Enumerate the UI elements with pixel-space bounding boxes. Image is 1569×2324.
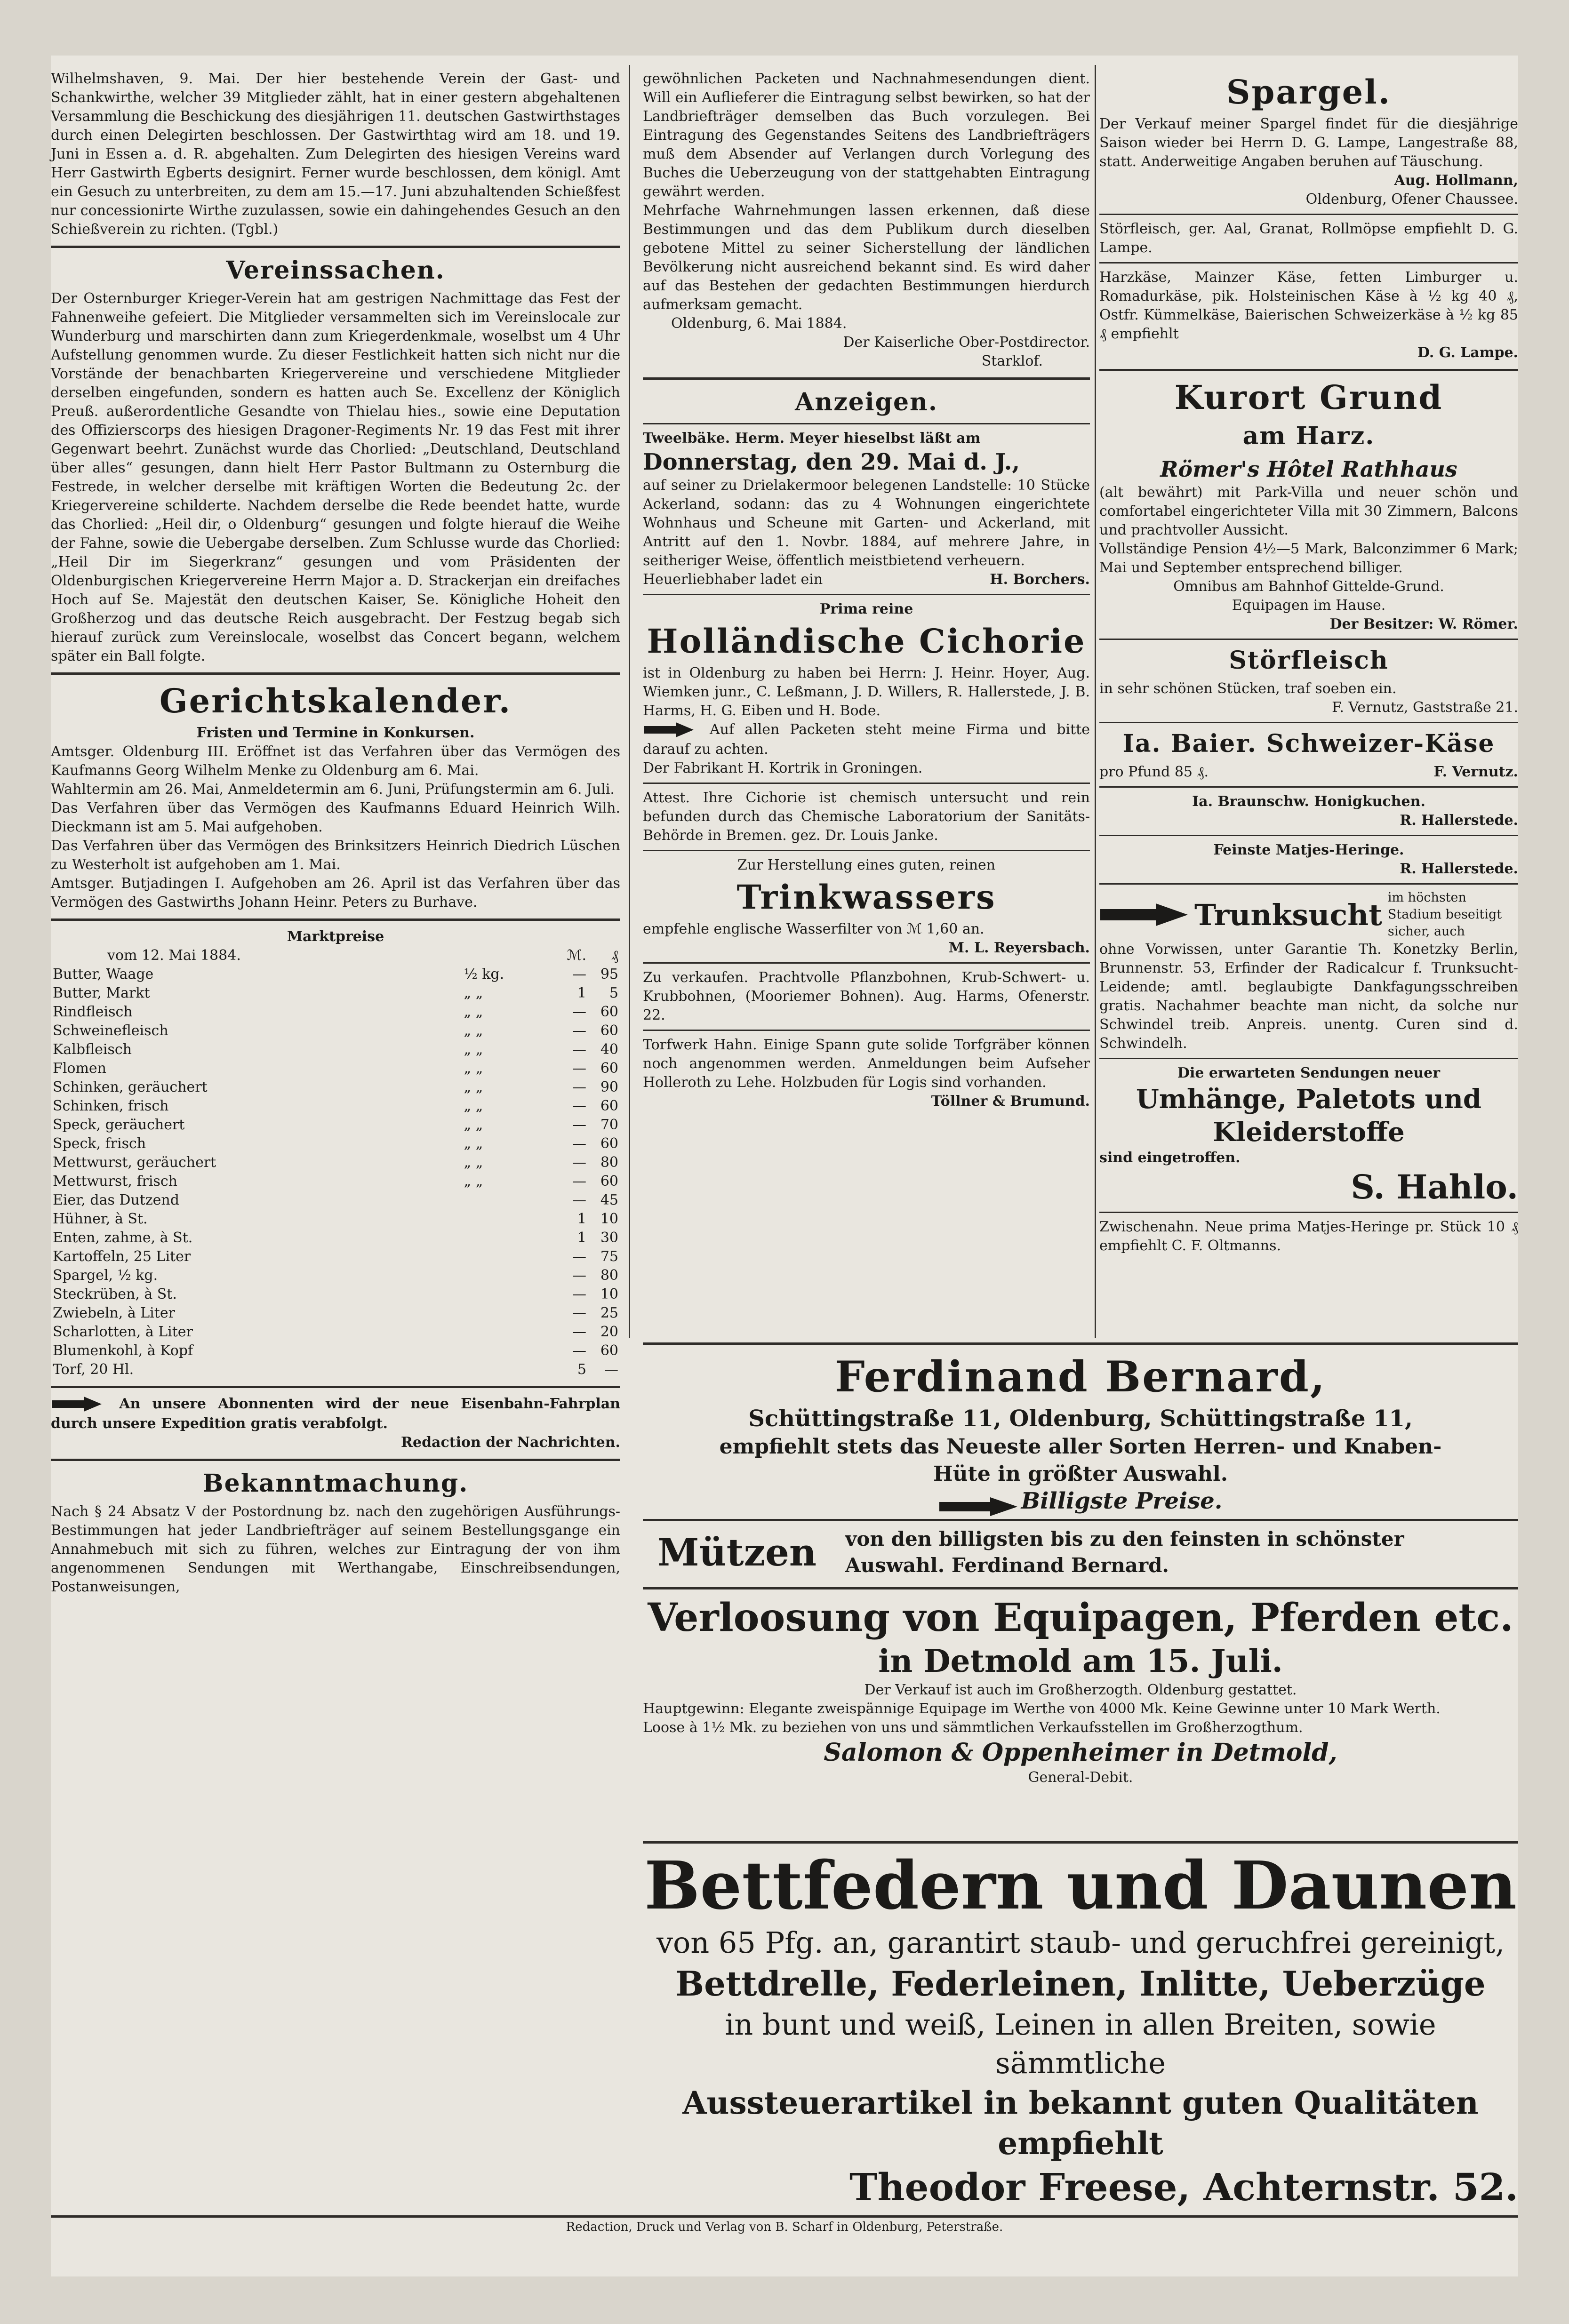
price-item: Flomen bbox=[53, 1060, 106, 1077]
price-item: Schinken, geräuchert bbox=[53, 1079, 208, 1095]
bekanntmachung-text: Nach § 24 Absatz V der Postordnung bz. nach den zugehörigen Ausführungs-Bestimmungen hat jeder Landbriefträger auf seinem Bestellungsgange ein Annahmebuch mit sich zu führen, welches zur Eintragung der von ihm angenommenen Sendungen mit Werthangabe, Einschreibsendungen, Postanweisungen, bbox=[51, 1503, 620, 1595]
price-item: Enten, zahme, à St. bbox=[53, 1230, 193, 1246]
price-unit: „ „ bbox=[464, 1079, 483, 1095]
pointing-hand-icon bbox=[1099, 901, 1189, 929]
table-row bbox=[51, 1116, 620, 1134]
sendungen-line: Die erwarteten Sendungen neuer bbox=[1177, 1065, 1441, 1081]
verloosung-signature-2: General-Debit. bbox=[1028, 1769, 1133, 1786]
verloosung-heading: Verloosung von Equipagen, Pferden etc. bbox=[648, 1595, 1513, 1640]
price-item: Steckrüben, à St. bbox=[53, 1286, 177, 1302]
table-header-pfennig: ₰ bbox=[611, 947, 618, 964]
pointing-hand-icon bbox=[643, 720, 699, 740]
price-pfennig: 60 bbox=[600, 1060, 618, 1077]
table-row bbox=[51, 984, 620, 1003]
price-mark: — bbox=[572, 966, 586, 982]
price-item: Speck, frisch bbox=[53, 1135, 146, 1152]
verloosung-text-3: Loose à 1½ Mk. zu beziehen von uns und sämmtlichen Verkaufsstellen im Großherzogthum. bbox=[643, 1719, 1303, 1736]
table-row bbox=[51, 965, 620, 984]
bernard-text-1: empfiehlt stets das Neueste aller Sorten Herren- und Knaben- bbox=[719, 1435, 1442, 1459]
price-pfennig: 10 bbox=[600, 1286, 618, 1302]
court-notice: Das Verfahren über das Vermögen des Brinksitzers Heinrich Diedrich Lüschen zu Westerholt ist aufgehoben am 1. Mai. bbox=[51, 838, 620, 873]
tweelbaeke-ad-date: Donnerstag, den 29. Mai d. J., bbox=[643, 449, 1020, 475]
price-unit bbox=[462, 1229, 556, 1247]
price-pfennig: 60 bbox=[600, 1022, 618, 1039]
baier-kaese-line: pro Pfund 85 ₰. F. Vernutz. bbox=[1099, 764, 1518, 780]
price-pfennig: 40 bbox=[600, 1041, 618, 1058]
price-mark: — bbox=[572, 1117, 586, 1133]
price-item: Torf, 20 Hl. bbox=[53, 1361, 134, 1378]
price-mark: 1 bbox=[577, 1230, 586, 1246]
price-item: Schweinefleisch bbox=[53, 1022, 168, 1039]
pointing-hand-icon bbox=[938, 1495, 1018, 1518]
gerichtskalender-subheading: Fristen und Termine in Konkursen. bbox=[196, 725, 475, 741]
column-rule-2 bbox=[1095, 65, 1096, 1338]
price-unit: „ „ bbox=[464, 1154, 483, 1171]
billig-text: Billigste Preise. bbox=[1021, 1488, 1223, 1514]
bekanntmachung-signature-1: Der Kaiserliche Ober-Postdirector. bbox=[843, 334, 1090, 351]
verloosung-subheading: in Detmold am 15. Juli. bbox=[878, 1643, 1283, 1679]
price-pfennig: 80 bbox=[600, 1267, 618, 1284]
price-unit: „ „ bbox=[464, 1173, 483, 1190]
price-pfennig: 60 bbox=[600, 1135, 618, 1152]
price-item: Butter, Markt bbox=[53, 985, 150, 1001]
column-rule-1 bbox=[629, 65, 630, 1338]
muetzen-text-1: von den billigsten bis zu den feinsten in schönster bbox=[845, 1527, 1404, 1550]
table-row bbox=[51, 1134, 620, 1153]
table-row bbox=[51, 1040, 620, 1059]
court-notice: Amtsger. Oldenburg III. Eröffnet ist das Verfahren über das Vermögen des Kaufmanns Georg Wilhelm Menke zu Oldenburg am 6. Mai. bbox=[51, 743, 620, 779]
horizontal-rule bbox=[643, 1519, 1518, 1521]
price-unit: ½ kg. bbox=[464, 966, 504, 982]
price-item: Blumenkohl, à Kopf bbox=[53, 1342, 193, 1359]
trinkwasser-heading: Trinkwassers bbox=[736, 878, 996, 917]
price-pfennig: 90 bbox=[600, 1079, 618, 1095]
kurort-subheading: am Harz. bbox=[1242, 422, 1375, 450]
price-unit: „ „ bbox=[464, 1098, 483, 1114]
price-item: Kartoffeln, 25 Liter bbox=[53, 1248, 191, 1265]
price-pfennig: 70 bbox=[600, 1117, 618, 1133]
price-mark: — bbox=[572, 1098, 586, 1114]
price-mark: — bbox=[572, 1305, 586, 1321]
verloosung-text-1: Der Verkauf ist auch im Großherzogth. Oldenburg gestattet. bbox=[864, 1682, 1297, 1698]
price-pfennig: 20 bbox=[600, 1324, 618, 1340]
bernard-address: Schüttingstraße 11, Oldenburg, Schüttingstraße 11, bbox=[748, 1406, 1413, 1432]
pointing-hand-icon bbox=[51, 1395, 107, 1414]
bettfedern-text-2: Bettdrelle, Federleinen, Inlitte, Ueberzüge bbox=[675, 1964, 1486, 2004]
price-mark: 1 bbox=[577, 1211, 586, 1227]
kurort-signature: Der Besitzer: W. Römer. bbox=[1329, 616, 1518, 632]
price-unit: „ „ bbox=[464, 1022, 483, 1039]
price-pfennig: 60 bbox=[600, 1098, 618, 1114]
table-row bbox=[51, 1210, 620, 1229]
torfwerk-signature: Töllner & Brumund. bbox=[931, 1093, 1090, 1110]
matjes-signature: R. Hallerstede. bbox=[1400, 861, 1518, 877]
price-pfennig: 80 bbox=[600, 1154, 618, 1171]
court-notice: Das Verfahren über das Vermögen des Kaufmanns Eduard Heinrich Wilh. Dieckmann ist am 5. Mai aufgehoben. bbox=[51, 800, 620, 835]
price-unit bbox=[462, 1304, 556, 1323]
price-unit bbox=[462, 1323, 556, 1342]
stoerfleisch-signature: F. Vernutz, Gaststraße 21. bbox=[1332, 699, 1518, 716]
price-item: Speck, geräuchert bbox=[53, 1117, 185, 1133]
trunksucht-heading-row bbox=[1099, 889, 1518, 940]
price-pfennig: 25 bbox=[600, 1305, 618, 1321]
umhaenge-line: Umhänge, Paletots und bbox=[1136, 1084, 1482, 1115]
bettfedern-text-4: Aussteuerartikel in bekannt guten Qualitäten empfiehlt bbox=[682, 2084, 1479, 2162]
price-unit: „ „ bbox=[464, 1041, 483, 1058]
vereinssachen-article: Der Osternburger Krieger-Verein hat am gestrigen Nachmittage das Fest der Fahnenweihe gefeiert. Die Mitglieder versammelten sich im Vereinslocale zur Wunderburg und marschirten dann zum Kriegerdenkmale, woselbst um 4 Uhr Aufstellung genommen wurde. Zu dieser Festlichkeit hatten sich nicht nur die Vorstände der benachbarten Kriegervereine und verschiedene Mitglieder derselben eingefunden, sondern es hatten auch Se. Excellenz der Königlich Preuß. außerordentliche Gesandte von Thielau hies., sowie eine Deputation des Offizierscorps des hiesigen Dragoner-Regiments Nr. 19 das Fest mit ihrer Gegenwart beehrt. Zunächst wurde das Chorlied: „Deutschland, Deutschland über alles“ gesungen, dann hielt Herr Pastor Bultmann zu Osternburg die Festrede, in welcher derselbe mit kräftigen Worten die Bedeutung 2c. der Kriegervereine schilderte. Nachdem derselbe die Rede beendet hatte, wurde das Chorlied: „Heil dir, o Oldenburg“ gesungen und folgte hierauf die Weihe der Fahne, sowie die Uebergabe derselben. Zum Schlusse wurde das Chorlied: „Heil Dir im Siegerkranz“ gesungen und vom Präsidenten der Oldenburgischen Kriegervereine Herrn Major a. D. Strackerjan ein dreifaches Hoch auf Se. Majestät den deutschen Kaiser, Se. Königliche Hoheit den Großherzog und das deutsche Reich ausgebracht. Der Festzug begab sich hierauf zurück zum Vereinslocale, woselbst das Concert begann, welchem später ein Ball folgte. bbox=[51, 290, 620, 664]
price-pfennig: 75 bbox=[600, 1248, 618, 1265]
price-mark: — bbox=[572, 1248, 586, 1265]
muetzen-text bbox=[845, 1526, 1404, 1579]
harzkaese-signature: D. G. Lampe. bbox=[1417, 344, 1518, 361]
price-unit bbox=[462, 1285, 556, 1304]
table-row bbox=[51, 1097, 620, 1116]
muetzen-heading: Mützen bbox=[657, 1530, 817, 1574]
column-2 bbox=[643, 70, 1090, 1111]
price-mark: — bbox=[572, 1324, 586, 1340]
verloosung-signature: Salomon & Oppenheimer in Detmold, bbox=[824, 1738, 1337, 1767]
price-unit: „ „ bbox=[464, 1004, 483, 1020]
matjes-line: Feinste Matjes-Heringe. bbox=[1213, 842, 1404, 858]
table-row bbox=[51, 1285, 620, 1304]
gerichtskalender-heading: Gerichtskalender. bbox=[159, 681, 512, 720]
table-row bbox=[51, 1003, 620, 1022]
trinkwasser-text: empfehle englische Wasserfilter von ℳ 1,60 an. bbox=[643, 921, 985, 937]
price-unit bbox=[462, 1360, 556, 1379]
horizontal-rule bbox=[643, 1342, 1518, 1345]
price-unit bbox=[462, 1210, 556, 1229]
price-mark: — bbox=[572, 1079, 586, 1095]
honigkuchen-line: Ia. Braunschw. Honigkuchen. bbox=[1192, 793, 1425, 810]
price-pfennig: 5 bbox=[609, 985, 618, 1001]
table-row bbox=[51, 1229, 620, 1247]
bekanntmachung-heading: Bekanntmachung. bbox=[202, 1469, 469, 1498]
price-item: Eier, das Dutzend bbox=[53, 1192, 179, 1208]
bettfedern-heading: Bettfedern und Daunen bbox=[644, 1847, 1517, 1925]
cichorie-pre: Prima reine bbox=[819, 601, 913, 617]
trunksucht-heading: Trunksucht bbox=[1194, 897, 1382, 932]
horizontal-rule bbox=[51, 2215, 1518, 2218]
price-item: Scharlotten, à Liter bbox=[53, 1324, 193, 1340]
trinkwasser-signature: M. L. Reyersbach. bbox=[948, 940, 1090, 956]
table-row bbox=[51, 1191, 620, 1210]
price-unit bbox=[462, 1247, 556, 1266]
table-row bbox=[51, 1323, 620, 1342]
stoerfleisch-ad-1: Störfleisch, ger. Aal, Granat, Rollmöpse empfiehlt D. G. Lampe. bbox=[1099, 221, 1518, 256]
price-item: Kalbfleisch bbox=[53, 1041, 132, 1058]
price-pfennig: 60 bbox=[600, 1004, 618, 1020]
kurort-hotel: Römer's Hôtel Rathhaus bbox=[1160, 456, 1457, 482]
price-unit: „ „ bbox=[464, 1135, 483, 1152]
price-pfennig: 60 bbox=[600, 1173, 618, 1190]
trunksucht-side: im höchsten Stadium beseitigt sicher, auch bbox=[1387, 890, 1502, 939]
table-row bbox=[51, 1266, 620, 1285]
spargel-heading: Spargel. bbox=[1226, 72, 1392, 112]
table-row bbox=[51, 1059, 620, 1078]
trunksucht-text: ohne Vorwissen, unter Garantie Th. Konetzky Berlin, Brunnenstr. 53, Erfinder der Radicalcur f. Trunksucht-Leidende; amtl. beglaubigte Dankfagungsschreiben gratis. Nachahmer beachte man nicht, da solche nur Schwindel treib. Anpreis. unentg. Curen sind d. Schwindelh. bbox=[1099, 941, 1518, 1052]
kurort-text-4: Equipagen im Hause. bbox=[1232, 597, 1386, 614]
cichorie-fabricant: Der Fabrikant H. Kortrik in Groningen. bbox=[643, 760, 923, 776]
kurort-text-3: Omnibus am Bahnhof Gittelde-Grund. bbox=[1173, 578, 1444, 595]
price-item: Spargel, ½ kg. bbox=[53, 1267, 158, 1284]
bekanntmachung-signature-2: Starklof. bbox=[981, 353, 1043, 369]
price-unit: „ „ bbox=[464, 985, 483, 1001]
verloosung-text-2: Hauptgewinn: Elegante zweispännige Equipage im Werthe von 4000 Mk. Keine Gewinne unter 10 Mark Werth. bbox=[643, 1701, 1441, 1717]
market-price-table bbox=[51, 946, 620, 1379]
muetzen-ad bbox=[643, 1526, 1518, 1579]
table-row bbox=[51, 1153, 620, 1172]
court-notice: Amtsger. Butjadingen I. Aufgehoben am 26. April ist das Verfahren über das Vermögen des Gastwirths Johann Heinr. Peters zu Burhave. bbox=[51, 875, 620, 910]
tweelbaeke-ad-intro: Tweelbäke. Herm. Meyer hieselbst läßt am bbox=[643, 430, 981, 447]
price-mark: — bbox=[572, 1154, 586, 1171]
imprint-footer: Redaction, Druck und Verlag von B. Scharf in Oldenburg, Peterstraße. bbox=[566, 2220, 1003, 2234]
price-pfennig: 95 bbox=[600, 966, 618, 982]
bernard-text-2: Hüte in größter Auswahl. bbox=[933, 1462, 1228, 1486]
bernard-heading: Ferdinand Bernard, bbox=[834, 1352, 1327, 1402]
spargel-signature-address: Oldenburg, Ofener Chaussee. bbox=[1305, 191, 1518, 208]
price-mark: — bbox=[572, 1192, 586, 1208]
cichorie-attest: Attest. Ihre Cichorie ist chemisch untersucht und rein befunden durch das Chemische Laboratorium der Sanitäts-Behörde in Bremen. gez. Dr. Louis Janke. bbox=[643, 790, 1090, 844]
table-header-mark: ℳ. bbox=[567, 947, 586, 964]
price-mark: 1 bbox=[577, 985, 586, 1001]
price-item: Butter, Waage bbox=[53, 966, 154, 982]
newspaper-page bbox=[51, 56, 1518, 2276]
spargel-text: Der Verkauf meiner Spargel findet für die diesjährige Saison wieder bei Herrn D. G. Lampe, Langestraße 88, statt. Anderweitige Angaben beruhen auf Täuschung. bbox=[1099, 116, 1518, 170]
price-pfennig: — bbox=[604, 1361, 618, 1378]
column-1 bbox=[51, 70, 620, 1597]
price-mark: 5 bbox=[577, 1361, 586, 1378]
price-mark: — bbox=[572, 1041, 586, 1058]
kurort-text-1: (alt bewährt) mit Park-Villa und neuer schön und comfortabel eingerichteter Villa mit 30 Zimmern, Balcons und prachtvoller Aussicht. bbox=[1099, 484, 1518, 538]
price-item: Mettwurst, frisch bbox=[53, 1173, 178, 1190]
bettfedern-ad bbox=[643, 1848, 1518, 2211]
anzeigen-heading: Anzeigen. bbox=[795, 388, 938, 416]
price-unit: „ „ bbox=[464, 1060, 483, 1077]
hahlo-signature: S. Hahlo. bbox=[1351, 1167, 1518, 1206]
wilhelmshaven-article: Wilhelmshaven, 9. Mai. Der hier bestehende Verein der Gast- und Schankwirthe, welcher 39 Mitglieder zählt, hat in einer gestern abgehaltenen Versammlung die Beschickung des diesjährigen 11. deutschen Gastwirthstages durch einen Delegirten beschlossen. Der Gastwirthtag wird am 18. und 19. Juni in Essen a. d. R. abgehalten. Zum Delegirten des hiesigen Vereins ward Herr Gastwirth Egberts designirt. Ferner wurde beschlossen, dem königl. Amt ein Gesuch zu unterbreiten, zu dem am 15.—17. Juni abzuhaltenden Schießfest nur concessionirte Wirthe zuzulassen, sowie ein dahingehendes Gesuch an den Schießverein zu richten. (Tgbl.) bbox=[51, 71, 620, 238]
cichorie-notice: Auf allen Packeten steht meine Firma und bitte darauf zu achten. bbox=[643, 721, 1090, 758]
stoerfleisch-heading: Störfleisch bbox=[1229, 646, 1389, 675]
price-mark: — bbox=[572, 1342, 586, 1359]
column-3 bbox=[1099, 70, 1518, 1255]
price-item: Rindfleisch bbox=[53, 1004, 133, 1020]
price-pfennig: 60 bbox=[600, 1342, 618, 1359]
table-header-date: vom 12. Mai 1884. bbox=[107, 947, 241, 964]
table-row bbox=[51, 1304, 620, 1323]
table-row bbox=[51, 1022, 620, 1040]
horizontal-rule bbox=[643, 1841, 1518, 1844]
tweelbaeke-ad-signature: Heuerliebhaber ladet ein H. Borchers. bbox=[643, 571, 1090, 588]
table-row bbox=[51, 1078, 620, 1097]
cichorie-text: ist in Oldenburg zu haben bei Herrn: J. Heinr. Hoyer, Aug. Wiemken junr., C. Leßmann, J. D. Willers, R. Hallerstede, J. B. Harms, H. G. Eiben und H. Bode. bbox=[643, 665, 1090, 719]
bettfedern-text-3: in bunt und weiß, Leinen in allen Breiten, sowie sämmtliche bbox=[725, 2007, 1436, 2080]
court-notice: Wahltermin am 26. Mai, Anmeldetermin am 6. Juni, Prüfungstermin am 6. Juli. bbox=[51, 781, 615, 798]
price-mark: — bbox=[572, 1135, 586, 1152]
spargel-signature: Aug. Hollmann, bbox=[1394, 172, 1518, 189]
kurort-heading: Kurort Grund bbox=[1174, 378, 1443, 417]
eingetroffen-line: sind eingetroffen. bbox=[1099, 1150, 1241, 1166]
verkaufen-ad: Zu verkaufen. Prachtvolle Pflanzbohnen, Krub-Schwert- u. Krubbohnen, (Mooriemer Bohnen). Aug. Harms, Ofenerstr. 22. bbox=[643, 969, 1090, 1023]
price-mark: — bbox=[572, 1173, 586, 1190]
bettfedern-signature: Theodor Freese, Achternstr. 52. bbox=[849, 2165, 1518, 2209]
verloosung-ad bbox=[643, 1594, 1518, 1787]
marktpreise-heading: Marktpreise bbox=[287, 928, 384, 945]
table-header-row bbox=[51, 946, 620, 965]
price-mark: — bbox=[572, 1004, 586, 1020]
price-unit bbox=[462, 1191, 556, 1210]
table-row bbox=[51, 1247, 620, 1266]
price-mark: — bbox=[572, 1286, 586, 1302]
tweelbaeke-ad-text: auf seiner zu Drielakermoor belegenen Landstelle: 10 Stücke Ackerland, sodann: das zu 4 Wohnungen eingerichtete Wohnhaus und Scheune mit Garten- und Ackerland, mit Antritt auf den 1. Novbr. 1884, auf mehrere Jahre, in seitheriger Weise, öffentlich meistbietend verheuern. bbox=[643, 477, 1090, 569]
bekanntmachung-place: Oldenburg, 6. Mai 1884. bbox=[671, 315, 847, 332]
abonnenten-signature: Redaction der Nachrichten. bbox=[401, 1434, 620, 1451]
table-row bbox=[51, 1342, 620, 1360]
kleiderstoffe-line: Kleiderstoffe bbox=[1213, 1117, 1405, 1148]
vereinssachen-heading: Vereinssachen. bbox=[226, 256, 445, 285]
price-item: Mettwurst, geräuchert bbox=[53, 1154, 216, 1171]
torfwerk-ad: Torfwerk Hahn. Einige Spann gute solide Torfgräber können noch angenommen werden. Anmeldungen beim Aufseher Holleroth zu Lehe. Holzbuden für Logis sind vorhanden. bbox=[643, 1037, 1090, 1091]
horizontal-rule bbox=[643, 1587, 1518, 1589]
trinkwasser-pre: Zur Herstellung eines guten, reinen bbox=[737, 857, 996, 873]
price-pfennig: 45 bbox=[600, 1192, 618, 1208]
bekanntmachung-continued: gewöhnlichen Packeten und Nachnahmesendungen dient. Will ein Auflieferer die Eintragung selbst bewirken, so hat der Landbriefträger demselben das Buch vorzulegen. Bei Eintragung des Gegenstandes Seitens des Landbriefträgers muß dem Absender auf Verlangen durch Vorlegung des Buches die Ueberzeugung von der stattgehabten Eintragung gewährt werden. bbox=[643, 71, 1090, 200]
stoerfleisch-text: in sehr schönen Stücken, traf soeben ein. bbox=[1099, 680, 1397, 697]
zwischenahn-ad: Zwischenahn. Neue prima Matjes-Heringe pr. Stück 10 ₰ empfiehlt C. F. Oltmanns. bbox=[1099, 1219, 1518, 1254]
honigkuchen-signature: R. Hallerstede. bbox=[1400, 812, 1518, 829]
price-unit bbox=[462, 1266, 556, 1285]
cichorie-heading: Holländische Cichorie bbox=[647, 622, 1086, 661]
kurort-text-2: Vollständige Pension 4½—5 Mark, Balconzimmer 6 Mark; Mai und September entsprechend billiger. bbox=[1099, 541, 1518, 576]
table-row bbox=[51, 1172, 620, 1191]
muetzen-text-2: Auswahl. Ferdinand Bernard. bbox=[845, 1554, 1169, 1577]
harzkaese-ad: Harzkäse, Mainzer Käse, fetten Limburger u. Romadurkäse, pik. Holsteinischen Käse à ½ kg 40 ₰, Ostfr. Kümmelkäse, Baierischen Schweizerkäse à ½ kg 85 ₰ empfiehlt bbox=[1099, 269, 1518, 342]
table-row bbox=[51, 1360, 620, 1379]
price-mark: — bbox=[572, 1267, 586, 1284]
price-item: Schinken, frisch bbox=[53, 1098, 169, 1114]
price-mark: — bbox=[572, 1060, 586, 1077]
price-unit bbox=[462, 1342, 556, 1360]
price-pfennig: 10 bbox=[600, 1211, 618, 1227]
price-unit: „ „ bbox=[464, 1117, 483, 1133]
bettfedern-text-1: von 65 Pfg. an, garantirt staub- und geruchfrei gereinigt, bbox=[656, 1925, 1505, 1960]
price-mark: — bbox=[572, 1022, 586, 1039]
price-item: Zwiebeln, à Liter bbox=[53, 1305, 175, 1321]
bernard-ad bbox=[643, 1350, 1518, 1518]
billig-row bbox=[643, 1488, 1518, 1518]
price-pfennig: 30 bbox=[600, 1230, 618, 1246]
baier-kaese-heading: Ia. Baier. Schweizer-Käse bbox=[1122, 729, 1495, 758]
price-item: Hühner, à St. bbox=[53, 1211, 148, 1227]
abonnenten-notice: An unsere Abonnenten wird der neue Eisenbahn-Fahrplan durch unsere Expedition gratis verabfolgt. bbox=[51, 1396, 620, 1432]
bekanntmachung-continued-2: Mehrfache Wahrnehmungen lassen erkennen, daß diese Bestimmungen und das dem Publikum durch dieselben gebotene Mittel zu seiner Sicherstellung der ländlichen Bevölkerung nicht ausreichend bekannt sind. Es wird daher auf das Bestehen der gedachten Bestimmungen hierdurch aufmerksam gemacht. bbox=[643, 202, 1090, 313]
